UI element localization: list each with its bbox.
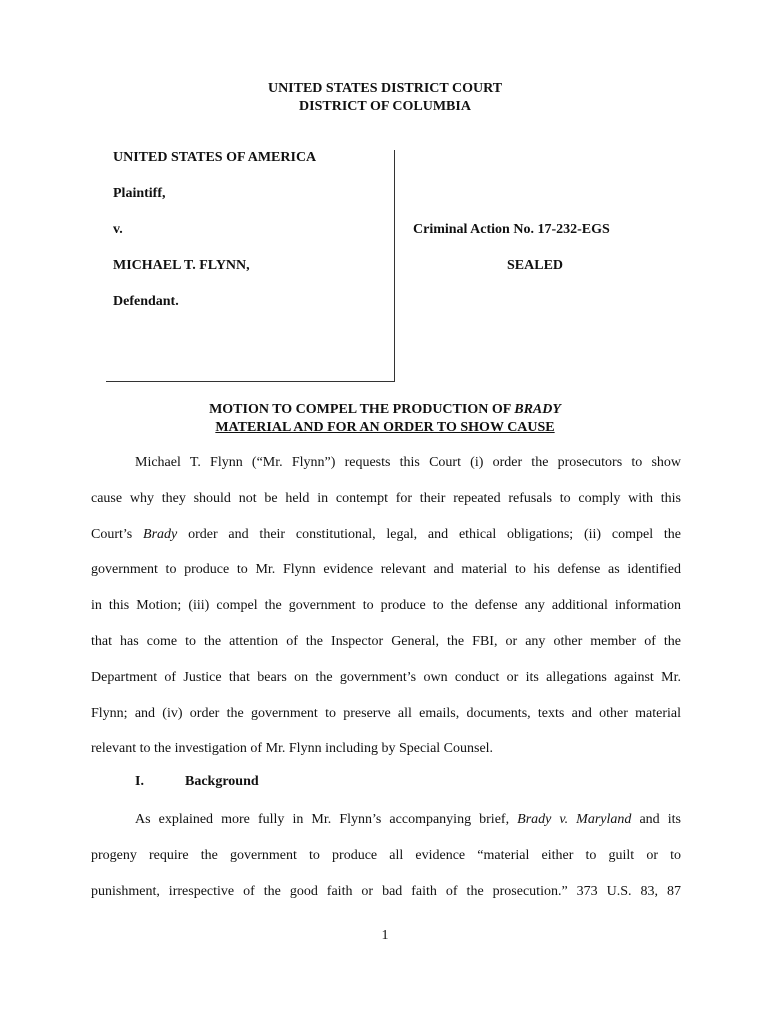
court-header bbox=[0, 80, 770, 116]
court-name: UNITED STATES DISTRICT COURT bbox=[267, 81, 503, 96]
paragraph-1-line-8: Flynn; and (iv) order the government to preserve all emails, documents, texts and other material bbox=[91, 706, 681, 721]
paragraph-2-line-1 bbox=[135, 812, 681, 828]
paragraph-1-line-6: that has come to the attention of the Inspector General, the FBI, or any other member of the bbox=[91, 634, 681, 649]
page-number: 1 bbox=[381, 928, 389, 943]
paragraph-1-line-1: Michael T. Flynn (“Mr. Flynn”) requests this Court (i) order the prosecutors to show bbox=[135, 455, 681, 470]
defendant-role: Defendant. bbox=[113, 294, 179, 309]
section-number: I. bbox=[135, 774, 144, 789]
court-district: DISTRICT OF COLUMBIA bbox=[299, 99, 471, 114]
motion-title-brady: BRADY bbox=[514, 402, 561, 417]
paragraph-1-line-7: Department of Justice that bears on the government’s own conduct or its allegations against Mr. bbox=[91, 670, 681, 685]
text-run: Court’s bbox=[91, 527, 144, 542]
paragraph-1-line-5: in this Motion; (iii) compel the government to produce to the defense any additional information bbox=[91, 598, 681, 613]
case-number: Criminal Action No. 17-232-EGS bbox=[413, 222, 610, 237]
text-run-italic: Brady v. Maryland bbox=[517, 812, 632, 827]
paragraph-1-line-4: government to produce to Mr. Flynn evidence relevant and material to his defense as identified bbox=[91, 562, 681, 577]
versus-label: v. bbox=[113, 222, 123, 237]
caption-divider-vertical bbox=[394, 150, 395, 382]
paragraph-2-line-2: progeny require the government to produce all evidence “material either to guilt or to bbox=[91, 848, 681, 863]
plaintiff-name: UNITED STATES OF AMERICA bbox=[113, 150, 317, 165]
section-title: Background bbox=[185, 774, 259, 789]
defendant-name: MICHAEL T. FLYNN, bbox=[113, 258, 250, 273]
text-run-italic: Brady bbox=[143, 527, 178, 542]
motion-title bbox=[0, 401, 770, 437]
motion-title-line-1 bbox=[0, 401, 770, 419]
caption-divider-horizontal bbox=[106, 381, 395, 382]
paragraph-2-line-3: punishment, irrespective of the good faith or bad faith of the prosecution.” 373 U.S. 83, 87 bbox=[91, 884, 681, 899]
paragraph-1-line-9: relevant to the investigation of Mr. Flynn including by Special Counsel. bbox=[91, 741, 494, 756]
sealed-label: SEALED bbox=[507, 258, 564, 273]
motion-title-prefix: MOTION TO COMPEL THE PRODUCTION OF bbox=[209, 402, 515, 417]
text-run: and its bbox=[631, 812, 681, 827]
section-heading bbox=[135, 774, 259, 790]
motion-title-line-2: MATERIAL AND FOR AN ORDER TO SHOW CAUSE bbox=[215, 420, 555, 435]
paragraph-1-line-3 bbox=[91, 527, 681, 543]
text-run: As explained more fully in Mr. Flynn’s accompanying brief, bbox=[135, 812, 518, 827]
text-run: order and their constitutional, legal, and ethical obligations; (ii) compel the bbox=[177, 527, 681, 542]
paragraph-1-line-2: cause why they should not be held in contempt for their repeated refusals to comply with this bbox=[91, 491, 681, 506]
plaintiff-role: Plaintiff, bbox=[113, 186, 166, 201]
